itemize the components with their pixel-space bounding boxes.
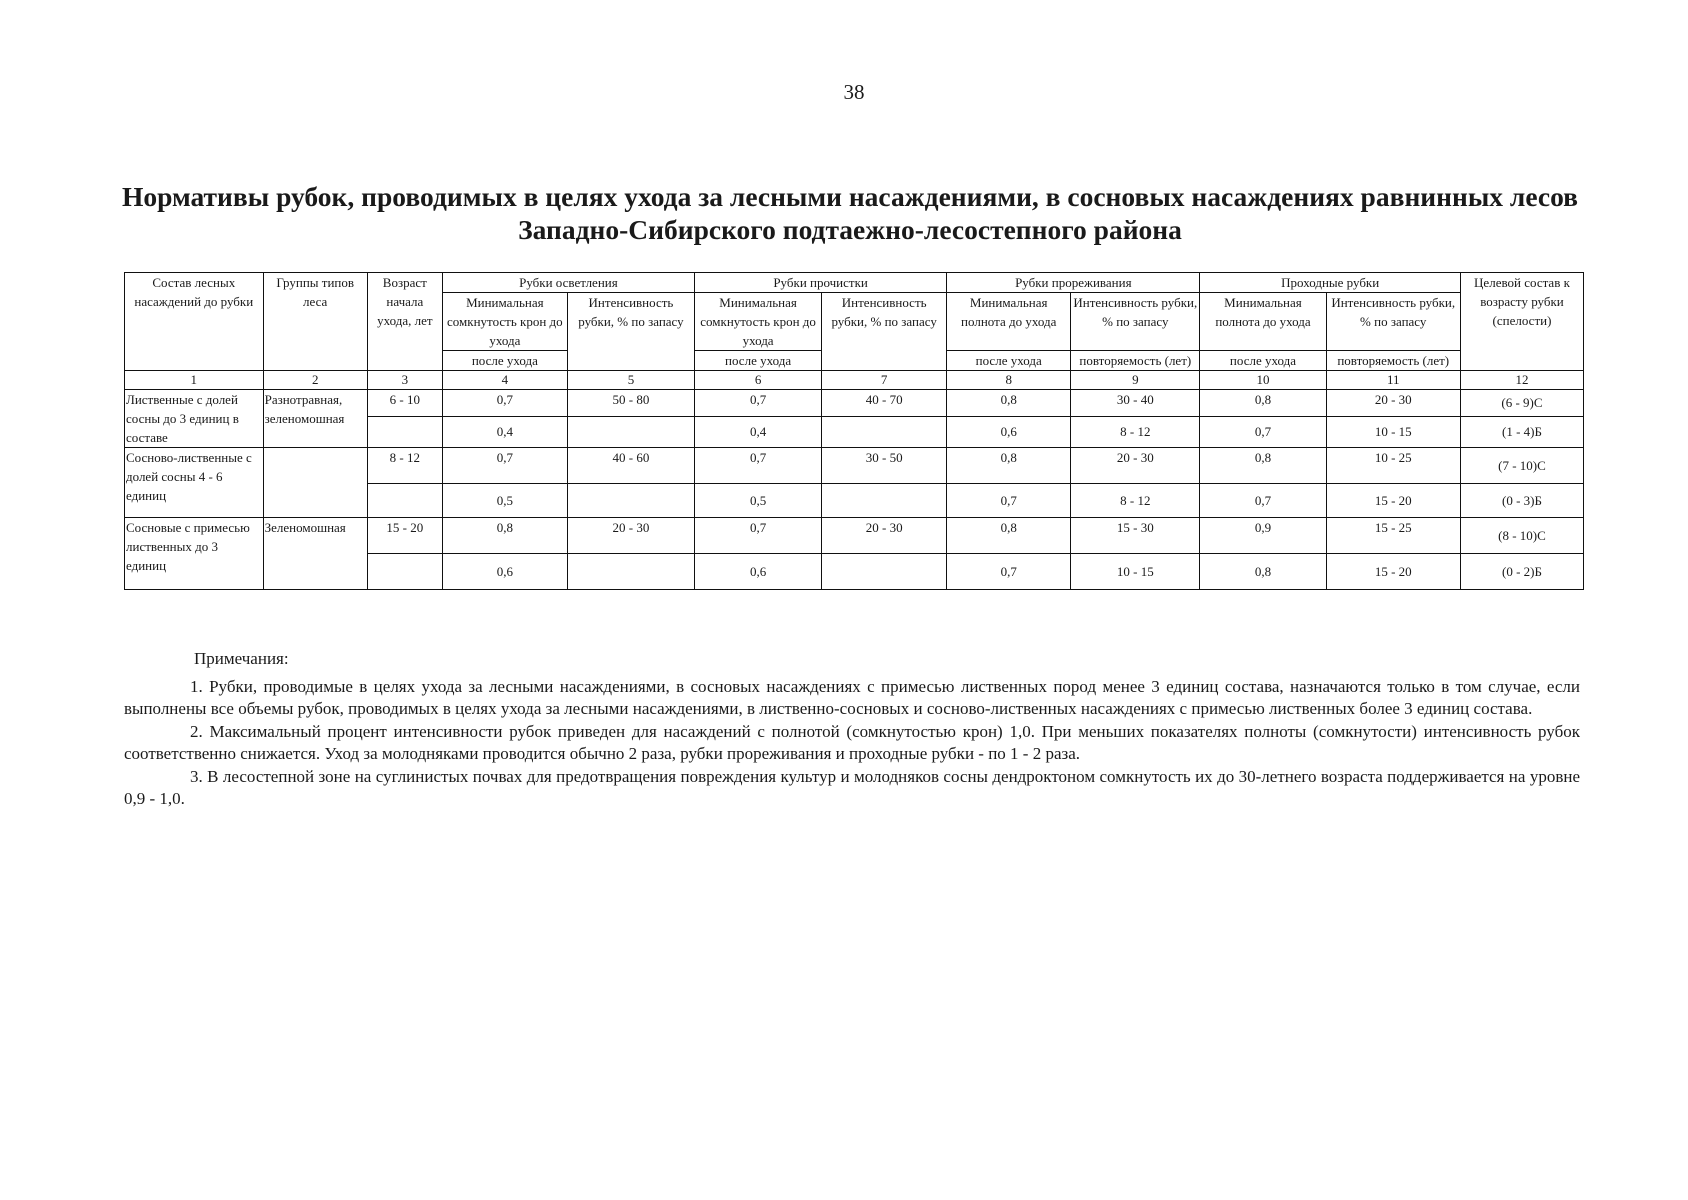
header-lightening: Рубки осветления: [442, 273, 694, 293]
column-number: 3: [367, 371, 442, 390]
cell-value: 0,9: [1200, 518, 1326, 554]
column-number: 6: [695, 371, 822, 390]
cell-value: 0,8: [947, 518, 1071, 554]
notes-section: [124, 648, 1580, 811]
cell-value: 0,6: [442, 554, 567, 590]
header-min-density-thinning: Минимальная полнота до ухода: [947, 293, 1071, 351]
cell-age: [367, 554, 442, 590]
cell-value: 0,5: [442, 484, 567, 518]
cell-value: 0,7: [947, 554, 1071, 590]
header-composition: Состав лесных насаждений до рубки: [125, 273, 264, 371]
header-after-care-passage: после ухода: [1200, 351, 1326, 371]
cell-value: 0,8: [442, 518, 567, 554]
header-intensity-lightening: Интенсивность рубки, % по запасу: [567, 293, 694, 371]
header-forest-type-groups: Группы типов леса: [263, 273, 367, 371]
cell-value: 40 - 60: [567, 448, 694, 484]
table-row: [125, 448, 1584, 484]
cell-value: [567, 554, 694, 590]
cell-value: 0,7: [695, 448, 822, 484]
header-repeatability-passage: повторяемость (лет): [1326, 351, 1460, 371]
cell-value: 0,8: [947, 448, 1071, 484]
cell-value: 0,8: [1200, 448, 1326, 484]
cell-value: 10 - 15: [1071, 554, 1200, 590]
notes-heading: Примечания:: [194, 649, 289, 668]
cell-value: 0,4: [695, 416, 822, 447]
table-header-row-1: [125, 273, 1584, 293]
page-number: 38: [843, 80, 865, 104]
header-passage: Проходные рубки: [1200, 273, 1461, 293]
cell-value: [567, 484, 694, 518]
cell-value: 20 - 30: [1326, 390, 1460, 417]
column-number: 2: [263, 371, 367, 390]
cell-value: 0,7: [442, 448, 567, 484]
header-thinning: Рубки прореживания: [947, 273, 1200, 293]
header-cleaning: Рубки прочистки: [695, 273, 947, 293]
header-intensity-passage: Интенсивность рубки, % по запасу: [1326, 293, 1460, 351]
cell-age: 8 - 12: [367, 448, 442, 484]
header-repeatability-thinning: повторяемость (лет): [1071, 351, 1200, 371]
cell-value: 0,5: [695, 484, 822, 518]
cell-value: 0,8: [947, 390, 1071, 417]
cell-value: 20 - 30: [1071, 448, 1200, 484]
cell-value: 10 - 15: [1326, 416, 1460, 447]
header-min-canopy-lightening: Минимальная сомкнутость крон до ухода: [442, 293, 567, 351]
header-min-canopy-cleaning: Минимальная сомкнутость крон до ухода: [695, 293, 822, 351]
cell-value: 15 - 25: [1326, 518, 1460, 554]
header-target-composition: Целевой состав к возрасту рубки (спелости): [1460, 273, 1583, 371]
cell-forest-type: [263, 448, 367, 518]
header-age: Возраст начала ухода, лет: [367, 273, 442, 371]
cell-value: 20 - 30: [567, 518, 694, 554]
cell-composition: Лиственные с долей сосны до 3 единиц в составе: [125, 390, 264, 448]
cell-value: 0,7: [947, 484, 1071, 518]
norms-table: [124, 272, 1584, 590]
note-item: 3. В лесостепной зоне на суглинистых почвах для предотвращения повреждения культур и молодняков сосны дендроктоном сомкнутость их до 30-летнего возраста поддерживается на уровне 0,9 - 1,0.: [124, 766, 1580, 808]
cell-target: (0 - 3)Б: [1460, 484, 1583, 518]
note-item: 1. Рубки, проводимые в целях ухода за лесными насаждениями, в сосновых насаждениях с примесью лиственных пород менее 3 единиц состава, назначаются только в том случае, если выполнены все объемы рубок, проводимых в целях ухода за лесными насаждениями, в лиственно-сосновых и сосново-лиственных насаждениях с примесью лиственных более 3 единиц состава.: [124, 676, 1580, 718]
column-number: 11: [1326, 371, 1460, 390]
cell-value: 0,7: [695, 390, 822, 417]
norms-table-container: [124, 272, 1584, 590]
header-after-care-cleaning: после ухода: [695, 351, 822, 371]
header-after-care-lightening: после ухода: [442, 351, 567, 371]
cell-value: 0,7: [1200, 416, 1326, 447]
cell-composition: Сосновые с примесью лиственных до 3 единиц: [125, 518, 264, 590]
column-number-row: [125, 371, 1584, 390]
cell-value: 15 - 20: [1326, 554, 1460, 590]
cell-value: 15 - 20: [1326, 484, 1460, 518]
header-intensity-thinning: Интенсивность рубки, % по запасу: [1071, 293, 1200, 351]
cell-value: 10 - 25: [1326, 448, 1460, 484]
header-intensity-cleaning: Интенсивность рубки, % по запасу: [822, 293, 947, 371]
cell-value: 0,4: [442, 416, 567, 447]
column-number: 8: [947, 371, 1071, 390]
cell-value: 0,6: [695, 554, 822, 590]
document-title: Нормативы рубок, проводимых в целях ухода за лесными насаждениями, в сосновых насаждениях равнинных лесов Западно-Сибирского подтаежно-лесостепного района: [121, 181, 1579, 245]
cell-value: 50 - 80: [567, 390, 694, 417]
cell-value: 30 - 50: [822, 448, 947, 484]
cell-value: [822, 554, 947, 590]
cell-value: [567, 416, 694, 447]
cell-target: (1 - 4)Б: [1460, 416, 1583, 447]
cell-value: 8 - 12: [1071, 416, 1200, 447]
cell-target: (0 - 2)Б: [1460, 554, 1583, 590]
cell-target: (6 - 9)С: [1460, 390, 1583, 417]
cell-value: 20 - 30: [822, 518, 947, 554]
table-row: [125, 390, 1584, 417]
cell-value: 0,6: [947, 416, 1071, 447]
cell-age: 15 - 20: [367, 518, 442, 554]
cell-forest-type: Разнотравная, зеленомошная: [263, 390, 367, 448]
cell-age: [367, 484, 442, 518]
cell-value: [822, 416, 947, 447]
cell-value: 0,7: [695, 518, 822, 554]
table-row: [125, 518, 1584, 554]
cell-value: 0,8: [1200, 390, 1326, 417]
column-number: 7: [822, 371, 947, 390]
column-number: 10: [1200, 371, 1326, 390]
cell-value: 0,7: [442, 390, 567, 417]
cell-forest-type: Зеленомошная: [263, 518, 367, 590]
column-number: 5: [567, 371, 694, 390]
column-number: 4: [442, 371, 567, 390]
column-number: 9: [1071, 371, 1200, 390]
cell-value: 40 - 70: [822, 390, 947, 417]
cell-composition: Сосново-лиственные с долей сосны 4 - 6 единиц: [125, 448, 264, 518]
cell-value: 15 - 30: [1071, 518, 1200, 554]
cell-value: 0,7: [1200, 484, 1326, 518]
column-number: 12: [1460, 371, 1583, 390]
column-number: 1: [125, 371, 264, 390]
cell-value: 8 - 12: [1071, 484, 1200, 518]
cell-target: (8 - 10)С: [1460, 518, 1583, 554]
cell-age: 6 - 10: [367, 390, 442, 417]
header-after-care-thinning: после ухода: [947, 351, 1071, 371]
cell-value: 30 - 40: [1071, 390, 1200, 417]
cell-age: [367, 416, 442, 447]
header-min-density-passage: Минимальная полнота до ухода: [1200, 293, 1326, 351]
cell-target: (7 - 10)С: [1460, 448, 1583, 484]
cell-value: [822, 484, 947, 518]
note-item: 2. Максимальный процент интенсивности рубок приведен для насаждений с полнотой (сомкнутостью крон) 1,0. При меньших показателях полноты (сомкнутости) интенсивность рубок соответственно снижается. Уход за молодняками проводится обычно 2 раза, рубки прореживания и проходные рубки - по 1 - 2 раза.: [124, 721, 1580, 763]
cell-value: 0,8: [1200, 554, 1326, 590]
